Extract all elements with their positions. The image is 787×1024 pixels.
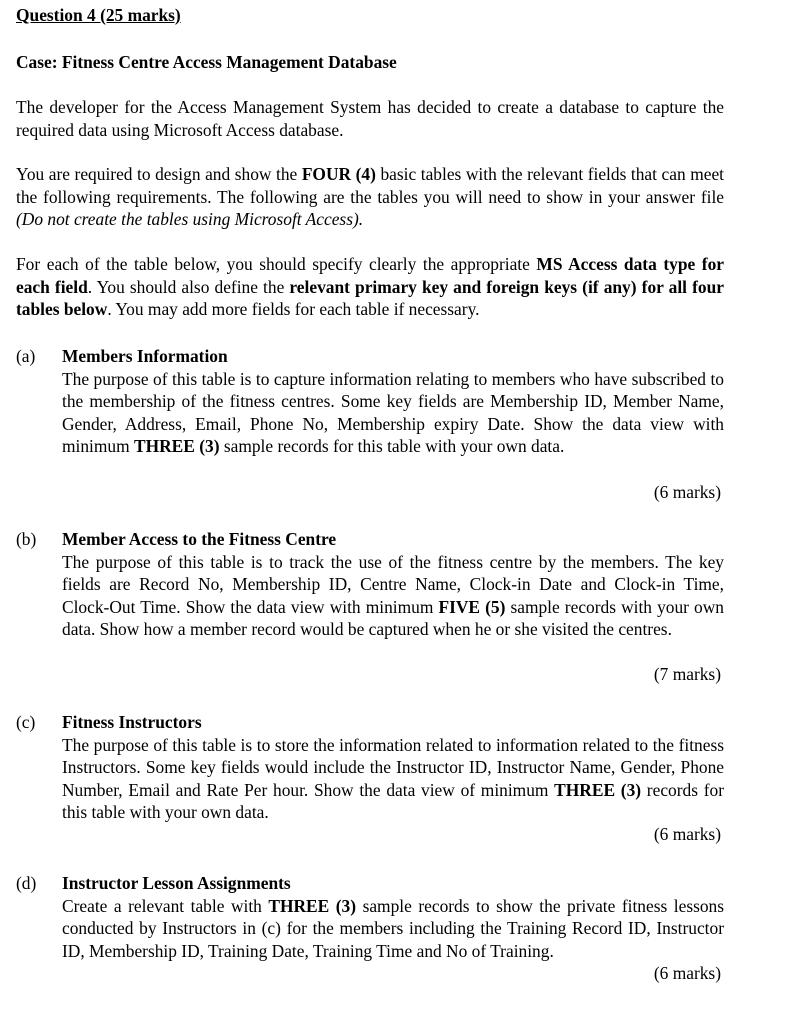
part-a bbox=[16, 345, 724, 458]
question-title: Question 4 (25 marks) bbox=[16, 5, 181, 25]
part-a-marks: (6 marks) bbox=[653, 482, 721, 502]
part-heading: Members Information bbox=[62, 346, 228, 366]
case-title: Case: Fitness Centre Access Management Database bbox=[16, 52, 397, 72]
part-b-marks: (7 marks) bbox=[653, 664, 721, 684]
intro-paragraph-3: For each of the table below, you should specify clearly the appropriate MS Access data type for each field. You should also define the relevant primary key and foreign keys (if any) for all four tables below. You may add more fields for each table if necessary. bbox=[16, 254, 724, 319]
part-d-marks: (6 marks) bbox=[653, 963, 721, 983]
part-b bbox=[16, 528, 724, 641]
part-body: The purpose of this table is to capture information relating to members who have subscribed to the membership of the fitness centres. Some key fields are Membership ID, Member Name, Gender, Address, Email, Phone No, Membership expiry Date. Show the data view with minimum THREE (3) sample records for this table with your own data. bbox=[62, 368, 724, 456]
part-heading: Fitness Instructors bbox=[62, 712, 202, 732]
part-d bbox=[16, 872, 724, 962]
part-body: The purpose of this table is to store the information related to information related to the fitness Instructors. Some key fields would include the Instructor ID, Instructor Name, Gender, Phone Number, Email and Rate Per hour. Show the data view of minimum THREE (3) records for this table with your own data. bbox=[62, 734, 725, 822]
part-body: Create a relevant table with THREE (3) sample records to show the private fitness lessons conducted by Instructors in (c) for the members including the Training Record ID, Instructor ID, Membership ID, Training Date, Training Time and No of Training. bbox=[62, 895, 725, 961]
part-c bbox=[16, 711, 724, 824]
access-note: (Do not create the tables using Microsoft Access). bbox=[16, 209, 364, 229]
part-heading: Member Access to the Fitness Centre bbox=[62, 529, 337, 549]
part-body: The purpose of this table is to track the use of the fitness centre by the members. The key fields are Record No, Membership ID, Centre Name, Clock-in Date and Clock-in Time, Clock-Out Time. Show the data view with minimum FIVE (5) sample records with your own data. Show how a member record would be captured when he or she visited the centres. bbox=[62, 551, 725, 639]
part-heading: Instructor Lesson Assignments bbox=[62, 873, 291, 893]
part-label: (c) bbox=[16, 712, 36, 732]
intro-paragraph-2: You are required to design and show the FOUR (4) basic tables with the relevant fields that can meet the following requirements. The following are the tables you will need to show in your answer file (Do not create the tables using Microsoft Access). bbox=[16, 164, 724, 229]
part-label: (b) bbox=[16, 529, 37, 549]
tables-count: FOUR (4) bbox=[301, 164, 376, 184]
part-label: (d) bbox=[16, 873, 37, 893]
part-label: (a) bbox=[16, 346, 36, 366]
part-c-marks: (6 marks) bbox=[653, 824, 721, 844]
intro-paragraph-1: The developer for the Access Management System has decided to create a database to capture the required data using Microsoft Access database. bbox=[16, 97, 724, 140]
